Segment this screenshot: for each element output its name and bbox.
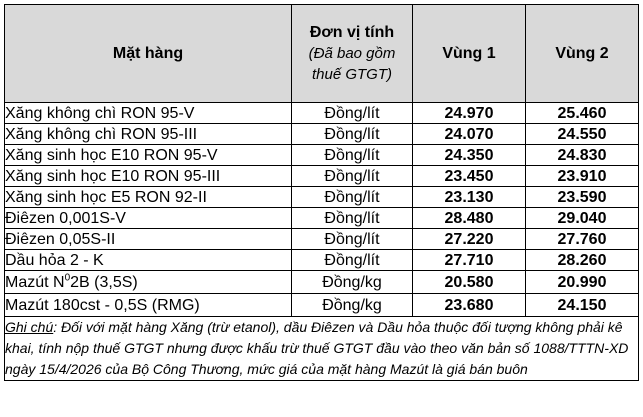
product-name: Xăng sinh học E10 RON 95-V [5, 145, 292, 166]
zone2-price: 23.910 [526, 166, 639, 187]
unit-cell: Đồng/kg [292, 271, 413, 294]
note-row [5, 317, 639, 381]
product-name: Xăng sinh học E10 RON 95-III [5, 166, 292, 187]
header-zone1: Vùng 1 [413, 5, 526, 103]
table-row [5, 187, 639, 208]
unit-cell: Đồng/lít [292, 208, 413, 229]
unit-cell: Đồng/lít [292, 103, 413, 124]
zone2-price: 28.260 [526, 250, 639, 271]
zone2-price: 27.760 [526, 229, 639, 250]
zone2-price: 20.990 [526, 271, 639, 294]
header-unit-note-2: thuế GTGT) [311, 66, 393, 83]
zone1-price: 27.220 [413, 229, 526, 250]
zone1-price: 24.350 [413, 145, 526, 166]
unit-cell: Đồng/lít [292, 166, 413, 187]
zone1-price: 27.710 [413, 250, 526, 271]
product-name: Xăng sinh học E5 RON 92-II [5, 187, 292, 208]
zone2-price: 29.040 [526, 208, 639, 229]
unit-cell: Đồng/kg [292, 294, 413, 317]
header-item: Mặt hàng [5, 5, 292, 103]
zone1-price: 23.450 [413, 166, 526, 187]
table-row [5, 229, 639, 250]
zone2-price: 24.550 [526, 124, 639, 145]
table-row [5, 103, 639, 124]
zone1-price: 20.580 [413, 271, 526, 294]
unit-cell: Đồng/lít [292, 250, 413, 271]
table-row [5, 294, 639, 317]
product-name: Dầu hỏa 2 - K [5, 250, 292, 271]
product-name-suffix: 2B (3,5S) [70, 273, 138, 291]
unit-cell: Đồng/lít [292, 187, 413, 208]
note-label: Ghi chú [5, 319, 54, 335]
product-name: Xăng không chì RON 95-V [5, 103, 292, 124]
table-header-row [5, 5, 639, 103]
note-text: : Đối với mặt hàng Xăng (trừ etanol), dầu Điêzen và Dầu hỏa thuộc đối tượng không phải kê khai, tính nộp thuế GTGT nhưng được khấu trừ thuế GTGT đầu vào theo văn bản số 1088/TTTN-XD ngày 15/4/2026 của Bộ Công Thương, mức giá của mặt hàng Mazút là giá bán buôn [5, 319, 629, 377]
fuel-price-table [4, 4, 639, 381]
zone1-price: 24.070 [413, 124, 526, 145]
product-name-prefix: Mazút N [5, 273, 65, 291]
zone2-price: 25.460 [526, 103, 639, 124]
product-name: Điêzen 0,05S-II [5, 229, 292, 250]
table-row [5, 166, 639, 187]
product-name-superscript: 0 [64, 272, 71, 284]
price-table-container [4, 4, 638, 381]
table-row [5, 250, 639, 271]
table-row [5, 208, 639, 229]
product-name: Xăng không chì RON 95-III [5, 124, 292, 145]
table-row [5, 271, 639, 294]
zone2-price: 24.150 [526, 294, 639, 317]
zone2-price: 23.590 [526, 187, 639, 208]
header-unit-note-1: (Đã bao gồm [308, 45, 396, 62]
unit-cell: Đồng/lít [292, 124, 413, 145]
zone2-price: 24.830 [526, 145, 639, 166]
product-name [5, 271, 292, 294]
footnote [5, 317, 639, 381]
table-row [5, 145, 639, 166]
unit-cell: Đồng/lít [292, 145, 413, 166]
zone1-price: 23.130 [413, 187, 526, 208]
product-name: Điêzen 0,001S-V [5, 208, 292, 229]
unit-cell: Đồng/lít [292, 229, 413, 250]
product-name: Mazút 180cst - 0,5S (RMG) [5, 294, 292, 317]
header-unit-title: Đơn vị tính [309, 24, 395, 41]
zone1-price: 23.680 [413, 294, 526, 317]
header-zone2: Vùng 2 [526, 5, 639, 103]
zone1-price: 24.970 [413, 103, 526, 124]
zone1-price: 28.480 [413, 208, 526, 229]
header-unit [292, 5, 413, 103]
table-row [5, 124, 639, 145]
